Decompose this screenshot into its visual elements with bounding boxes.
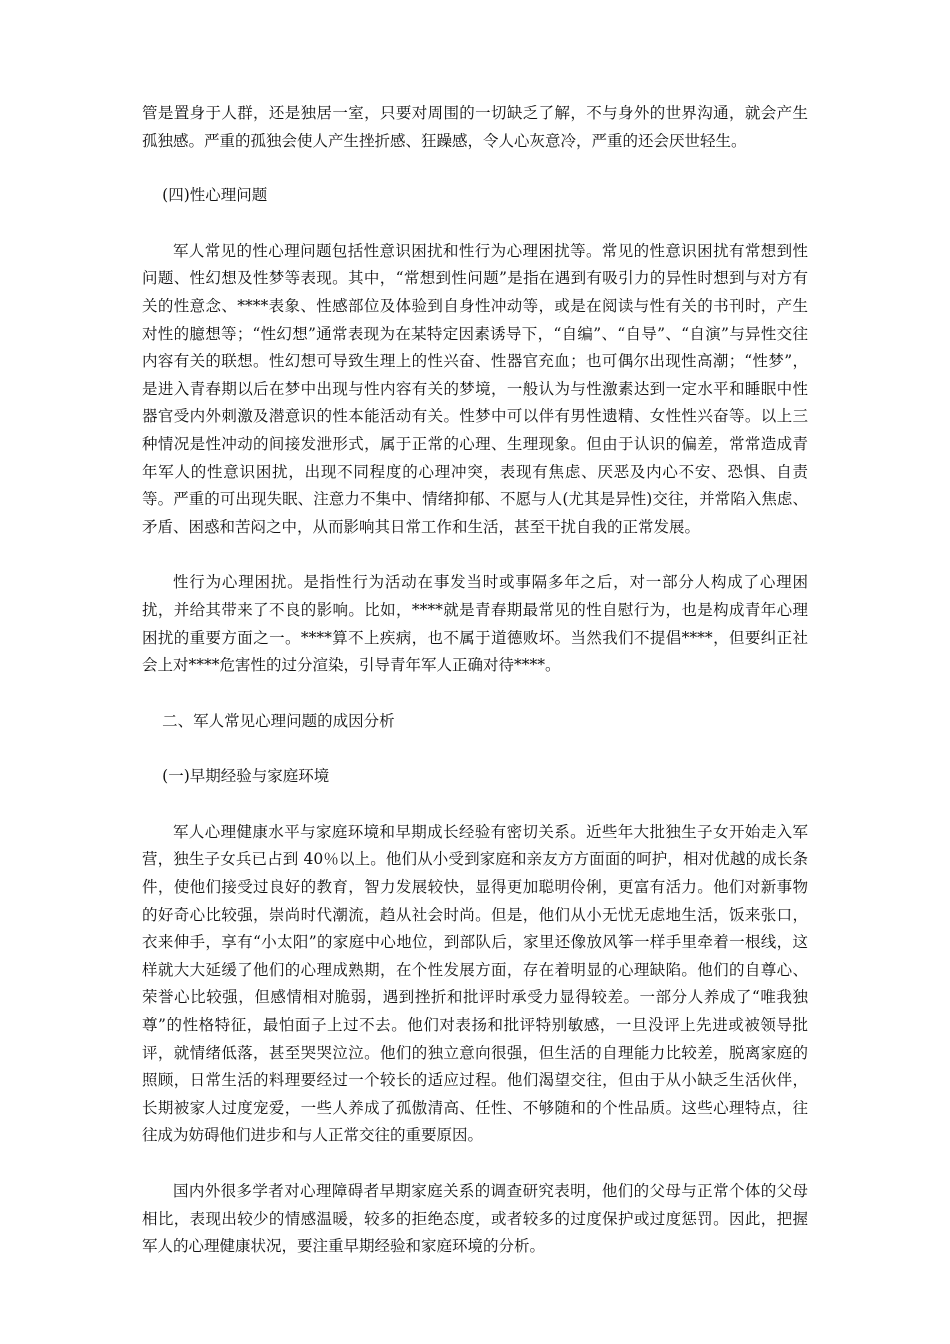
- paragraph-gap: [142, 1150, 808, 1178]
- document-page: [142, 100, 808, 1261]
- paragraph-gap: [142, 791, 808, 819]
- paragraph-gap: [142, 735, 808, 763]
- heading-early-experience: (一)早期经验与家庭环境: [162, 767, 330, 786]
- paragraph-sexual-behavior: 性行为心理困扰。是指性行为活动在事发当时或事隔多年之后，对一部分人构成了心理困扰，并给其带来了不良的影响。比如，****就是青春期最常见的性自慰行为，也是构成青年心理困扰的重要方面之一。****算不上疾病，也不属于道德败坏。当然我们不提倡****，但要纠正社会上对****危害性的过分渲染，引导青年军人正确对待****。: [142, 573, 808, 675]
- paragraph-gap: [142, 210, 808, 238]
- heading-section-two: 二、军人常见心理问题的成因分析: [162, 711, 395, 730]
- paragraph-gap: [142, 541, 808, 569]
- paragraph-gap: [142, 680, 808, 708]
- paragraph-research-findings: 国内外很多学者对心理障碍者早期家庭关系的调查研究表明，他们的父母与正常个体的父母相比，表现出较少的情感温暖，较多的拒绝态度，或者较多的过度保护或过度惩罚。因此，把握军人的心理健康状况，要注重早期经验和家庭环境的分析。: [142, 1182, 808, 1256]
- paragraph-loneliness: 管是置身于人群，还是独居一室，只要对周围的一切缺乏了解，不与身外的世界沟通，就会产生孤独感。严重的孤独会使人产生挫折感、狂躁感，令人心灰意冷，严重的还会厌世轻生。: [142, 104, 808, 150]
- heading-sexual-psychology: (四)性心理问题: [162, 186, 268, 205]
- paragraph-sexual-consciousness: 军人常见的性心理问题包括性意识困扰和性行为心理困扰等。常见的性意识困扰有常想到性问题、性幻想及性梦等表现。其中，“常想到性问题”是指在遇到有吸引力的异性时想到与对方有关的性意念、****表象、性感部位及体验到自身性冲动等，或是在阅读与性有关的书刊时，产生对性的臆想等；“性幻想”通常表现为在某特定因素诱导下，“自编”、“自导”、“自演”与异性交往内容有关的联想。性幻想可导致生理上的性兴奋、性器官充血；也可偶尔出现性高潮；“性梦”，是进入青春期以后在梦中出现与性内容有关的梦境，一般认为与性激素达到一定水平和睡眠中性器官受内外刺激及潜意识的性本能活动有关。性梦中可以伴有男性遗精、女性性兴奋等。以上三种情况是性冲动的间接发泄形式，属于正常的心理、生理现象。但由于认识的偏差，常常造成青年军人的性意识困扰，出现不同程度的心理冲突，表现有焦虑、厌恶及内心不安、恐惧、自责等。严重的可出现失眠、注意力不集中、情绪抑郁、不愿与人(尤其是异性)交往，并常陷入焦虑、矛盾、困惑和苦闷之中，从而影响其日常工作和生活，甚至干扰自我的正常发展。: [142, 241, 808, 536]
- paragraph-gap: [142, 155, 808, 182]
- paragraph-family-environment: 军人心理健康水平与家庭环境和早期成长经验有密切关系。近些年大批独生子女开始走入军营，独生子女兵已占到 40％以上。他们从小受到家庭和亲友方方面面的呵护，相对优越的成长条件，使他们接受过良好的教育，智力发展较快，显得更加聪明伶俐，更富有活力。他们对新事物的好奇心比较强，崇尚时代潮流，趋从社会时尚。但是，他们从小无忧无虑地生活，饭来张口，衣来伸手，享有“小太阳”的家庭中心地位，到部队后，家里还像放风筝一样手里牵着一根线，这样就大大延缓了他们的心理成熟期，在个性发展方面，存在着明显的心理缺陷。他们的自尊心、荣誉心比较强，但感情相对脆弱，遇到挫折和批评时承受力显得较差。一部分人养成了“唯我独尊”的性格特征，最怕面子上过不去。他们对表扬和批评特别敏感，一旦没评上先进或被领导批评，就情绪低落，甚至哭哭泣泣。他们的独立意向很强，但生活的自理能力比较差，脱离家庭的照顾，日常生活的料理要经过一个较长的适应过程。他们渴望交往，但由于从小缺乏生活伙伴，长期被家人过度宠爱，一些人养成了孤傲清高、任性、不够随和的个性品质。这些心理特点，往往成为妨碍他们进步和与人正常交往的重要原因。: [142, 822, 808, 1145]
